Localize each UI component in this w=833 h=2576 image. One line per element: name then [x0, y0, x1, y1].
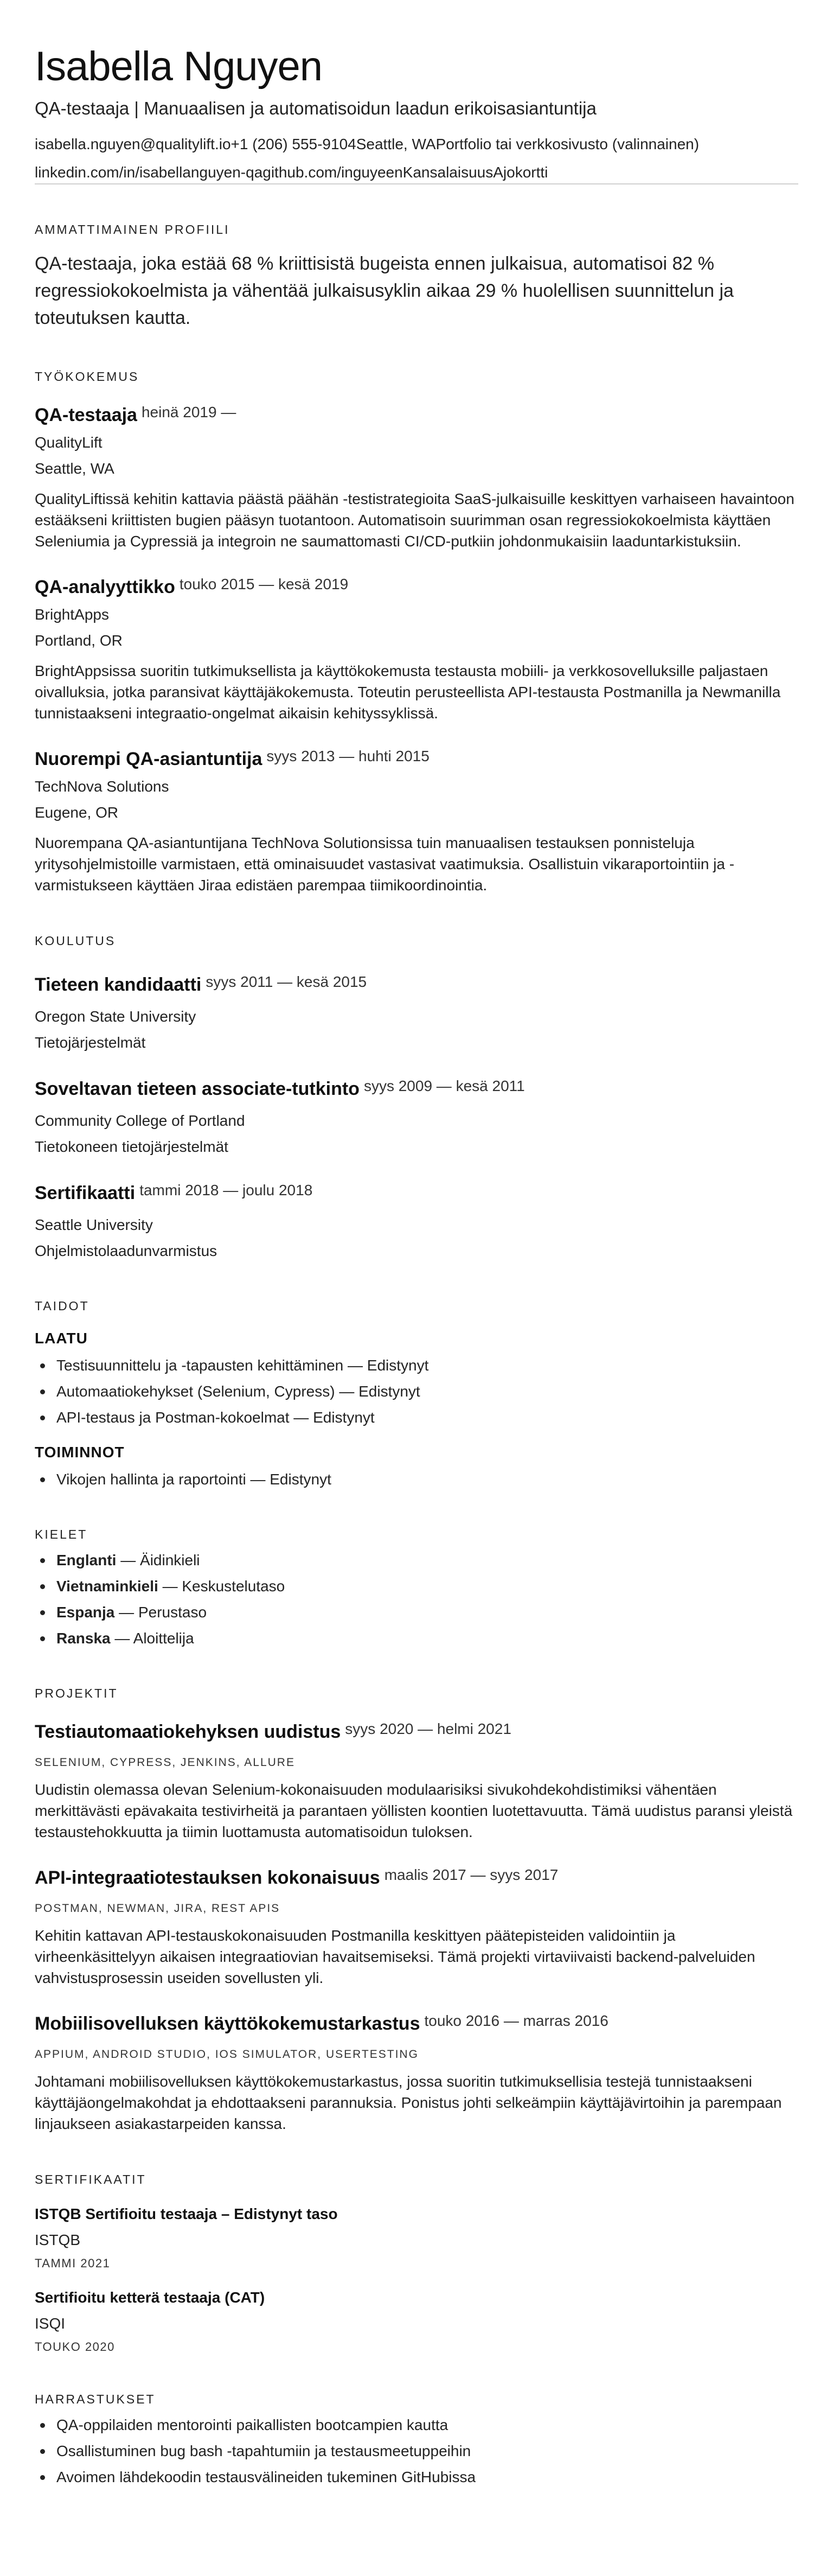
- experience-entry: [35, 400, 798, 552]
- experience-entry: [35, 744, 798, 896]
- job-location: Portland, OR: [35, 632, 123, 649]
- education-dates: tammi 2018 — joulu 2018: [139, 1182, 313, 1198]
- hobby-item: QA-oppilaiden mentorointi paikallisten bootcampien kautta: [35, 2415, 798, 2435]
- job-description: BrightAppsissa suoritin tutkimuksellista ja käyttökokemusta testausta mobiili- ja verkkosovelluksille paljastaen oivalluksia, jotka paransivat käyttäjäkokemusta. Toteutin perusteellista API-testausta Postmanilla ja Newmanilla tunnistaakseni integraatio-ongelmat aikaisin kehityssyklissä.: [35, 662, 781, 722]
- header-divider: [35, 183, 798, 184]
- language-level: Perustaso: [138, 1604, 207, 1621]
- school: Seattle University: [35, 1216, 153, 1233]
- education-dates: syys 2011 — kesä 2015: [206, 973, 367, 990]
- profile-summary: QA-testaaja, joka estää 68 % kriittisistä bugeista ennen julkaisua, automatisoi 82 % regressiokokoelmista ja vähentää julkaisusyklin aikaa 29 % huolellisen suunnittelun ja toteutuksen kautta.: [35, 253, 734, 328]
- language-item: Englanti — Äidinkieli: [35, 1551, 798, 1570]
- field-of-study: Tietojärjestelmät: [35, 1034, 146, 1051]
- language-name: Englanti: [56, 1552, 117, 1568]
- skill-item: API-testaus ja Postman-kokoelmat — Edistynyt: [35, 1408, 798, 1427]
- language-level: Aloittelija: [133, 1630, 194, 1647]
- degree: Tieteen kandidaatti: [35, 974, 202, 995]
- project-dates: syys 2020 — helmi 2021: [345, 1720, 511, 1737]
- phone-link[interactable]: +1 (206) 555-9104: [230, 136, 356, 152]
- skill-list: [35, 1470, 798, 1489]
- certification-name: ISTQB Sertifioitu testaaja – Edistynyt taso: [35, 2205, 338, 2222]
- job-location: Seattle, WA: [35, 460, 114, 477]
- citizenship: Kansalaisuus: [402, 164, 494, 181]
- field-of-study: Tietokoneen tietojärjestelmät: [35, 1138, 228, 1155]
- company: QualityLift: [35, 434, 102, 451]
- degree: Sertifikaatti: [35, 1183, 136, 1203]
- language-name: Ranska: [56, 1630, 111, 1647]
- company: TechNova Solutions: [35, 778, 169, 795]
- certification-name: Sertifioitu ketterä testaaja (CAT): [35, 2289, 265, 2306]
- project-description: Uudistin olemassa olevan Selenium-kokonaisuuden modulaarisiksi sivukohdekohdistimiksi vähentäen merkittävästi epävakaita testivirheitä ja parantaen yöllisten koontien luotettavuutta. Tämä uudistus paransi yleistä testaustehokkuutta ja tiimin luottamusta automatisoidun tuloksen.: [35, 1781, 793, 1840]
- project-name: Mobiilisovelluksen käyttökokemustarkastus: [35, 2013, 420, 2034]
- language-name: Vietnaminkieli: [56, 1578, 158, 1595]
- skill-list: [35, 1356, 798, 1427]
- certification-issuer: ISQI: [35, 2315, 66, 2332]
- portfolio-link[interactable]: Portfolio tai verkkosivusto (valinnainen): [435, 136, 700, 152]
- project-tech: APPIUM, ANDROID STUDIO, IOS SIMULATOR, USERTESTING: [35, 2048, 419, 2061]
- hobby-list: [35, 2415, 798, 2487]
- education-section: [35, 934, 798, 1261]
- job-description: Nuorempana QA-asiantuntijana TechNova Solutionsissa tuin manuaalisen testauksen ponnisteluja yritysohjelmistoille varmistaen, että ominaisuudet vastasivat vaatimuksia. Osallistuin vikaraportointiin ja -varmistukseen käyttäen Jiraa edistäen parempaa tiimikoordinointia.: [35, 834, 735, 894]
- contact-line-2: [35, 163, 798, 182]
- section-title: KOULUTUS: [35, 934, 116, 948]
- degree: Soveltavan tieteen associate-tutkinto: [35, 1079, 360, 1099]
- language-item: Espanja — Perustaso: [35, 1603, 798, 1622]
- certification-entry: [35, 2204, 798, 2271]
- language-item: Vietnaminkieli — Keskustelutaso: [35, 1577, 798, 1596]
- headline: QA-testaaja | Manuaalisen ja automatisoidun laadun erikoisasiantuntija: [35, 98, 597, 118]
- skill-group-title: TOIMINNOT: [35, 1444, 125, 1461]
- certification-date: TOUKO 2020: [35, 2340, 115, 2354]
- skill-item: Automaatiokehykset (Selenium, Cypress) — Edistynyt: [35, 1382, 798, 1401]
- project-dates: maalis 2017 — syys 2017: [384, 1866, 559, 1883]
- skill-item: Testisuunnittelu ja -tapausten kehittäminen — Edistynyt: [35, 1356, 798, 1375]
- section-title: HARRASTUKSET: [35, 2392, 156, 2406]
- job-title: QA-testaaja: [35, 405, 137, 425]
- project-tech: SELENIUM, CYPRESS, JENKINS, ALLURE: [35, 1756, 295, 1769]
- project-entry: [35, 2009, 798, 2134]
- education-entry: [35, 970, 798, 1053]
- project-name: API-integraatiotestauksen kokonaisuus: [35, 1867, 380, 1888]
- drivers-license: Ajokortti: [493, 164, 548, 181]
- job-dates: heinä 2019 —: [141, 404, 236, 420]
- contact-line: [35, 135, 798, 154]
- skill-item: Vikojen hallinta ja raportointi — Edistynyt: [35, 1470, 798, 1489]
- job-description: QualityLiftissä kehitin kattavia päästä päähän -testistrategioita SaaS-julkaisuille keskittyen varhaiseen havaintoon estääkseni kriittisten bugien pääsyn tuotantoon. Automatisoin suurimman osan regressiokokoelmista käyttäen Seleniumia ja Cypressiä ja integroin ne saumattomasti CI/CD-putkiin johdonmukaisiin laaduntarkistuksiin.: [35, 490, 794, 550]
- language-list: [35, 1551, 798, 1648]
- project-entry: [35, 1717, 798, 1842]
- certification-date: TAMMI 2021: [35, 2256, 111, 2270]
- school: Community College of Portland: [35, 1112, 245, 1129]
- experience-section: [35, 369, 798, 896]
- education-dates: syys 2009 — kesä 2011: [363, 1077, 525, 1094]
- language-level: Äidinkieli: [140, 1552, 200, 1568]
- hobby-item: Osallistuminen bug bash -tapahtumiin ja testausmeetuppeihin: [35, 2441, 798, 2461]
- linkedin-link[interactable]: linkedin.com/in/isabellanguyen-qa: [35, 164, 263, 181]
- profile-section: [35, 222, 798, 331]
- language-item: Ranska — Aloittelija: [35, 1629, 798, 1648]
- location: Seattle, WA: [356, 136, 436, 152]
- projects-section: [35, 1686, 798, 2134]
- certification-entry: [35, 2288, 798, 2354]
- section-title: KIELET: [35, 1527, 88, 1541]
- project-entry: [35, 1863, 798, 1988]
- section-title: TAIDOT: [35, 1299, 89, 1313]
- candidate-name: Isabella Nguyen: [35, 43, 323, 90]
- job-location: Eugene, OR: [35, 804, 119, 821]
- hobbies-section: [35, 2392, 798, 2487]
- project-tech: POSTMAN, NEWMAN, JIRA, REST APIS: [35, 1902, 280, 1915]
- language-name: Espanja: [56, 1604, 115, 1621]
- certification-issuer: ISTQB: [35, 2231, 81, 2248]
- job-dates: touko 2015 — kesä 2019: [179, 576, 349, 592]
- project-name: Testiautomaatiokehyksen uudistus: [35, 1721, 341, 1742]
- project-description: Kehitin kattavan API-testauskokonaisuuden Postmanilla keskittyen päätepisteiden validointiin ja virheenkäsittelyyn aikaisen integraatiovian havaitsemiseksi. Tämä projekti virtaviivaisti backend-palveluiden vahvistusprosessin useiden sovellusten yli.: [35, 1927, 755, 1986]
- certifications-section: [35, 2172, 798, 2354]
- section-title: PROJEKTIT: [35, 1686, 118, 1700]
- section-title: TYÖKOKEMUS: [35, 369, 139, 384]
- education-entry: [35, 1178, 798, 1261]
- section-title: AMMATTIMAINEN PROFIILI: [35, 222, 230, 237]
- experience-entry: [35, 572, 798, 724]
- section-title: SERTIFIKAATIT: [35, 2172, 146, 2186]
- education-entry: [35, 1074, 798, 1157]
- job-dates: syys 2013 — huhti 2015: [266, 748, 430, 764]
- school: Oregon State University: [35, 1008, 196, 1025]
- email-link[interactable]: isabella.nguyen@qualitylift.io: [35, 136, 231, 152]
- field-of-study: Ohjelmistolaadunvarmistus: [35, 1242, 217, 1259]
- job-title: Nuorempi QA-asiantuntija: [35, 749, 262, 769]
- hobby-item: Avoimen lähdekoodin testausvälineiden tukeminen GitHubissa: [35, 2467, 798, 2487]
- project-dates: touko 2016 — marras 2016: [424, 2012, 608, 2029]
- project-description: Johtamani mobiilisovelluksen käyttökokemustarkastus, jossa suoritin tutkimuksellisia testejä tunnistaakseni käyttäjäongelmakohdat ja ehdottaakseni parannuksia. Ponistus johti selkeämpiin käyttäjävirtoihin ja parempaan linjaukseen asiakastarpeiden kanssa.: [35, 2073, 782, 2132]
- skill-group-title: LAATU: [35, 1330, 88, 1347]
- skills-section: [35, 1299, 798, 1489]
- github-link[interactable]: github.com/inguyeen: [262, 164, 403, 181]
- languages-section: [35, 1527, 798, 1648]
- company: BrightApps: [35, 606, 109, 623]
- job-title: QA-analyyttikko: [35, 577, 175, 597]
- language-level: Keskustelutaso: [182, 1578, 285, 1595]
